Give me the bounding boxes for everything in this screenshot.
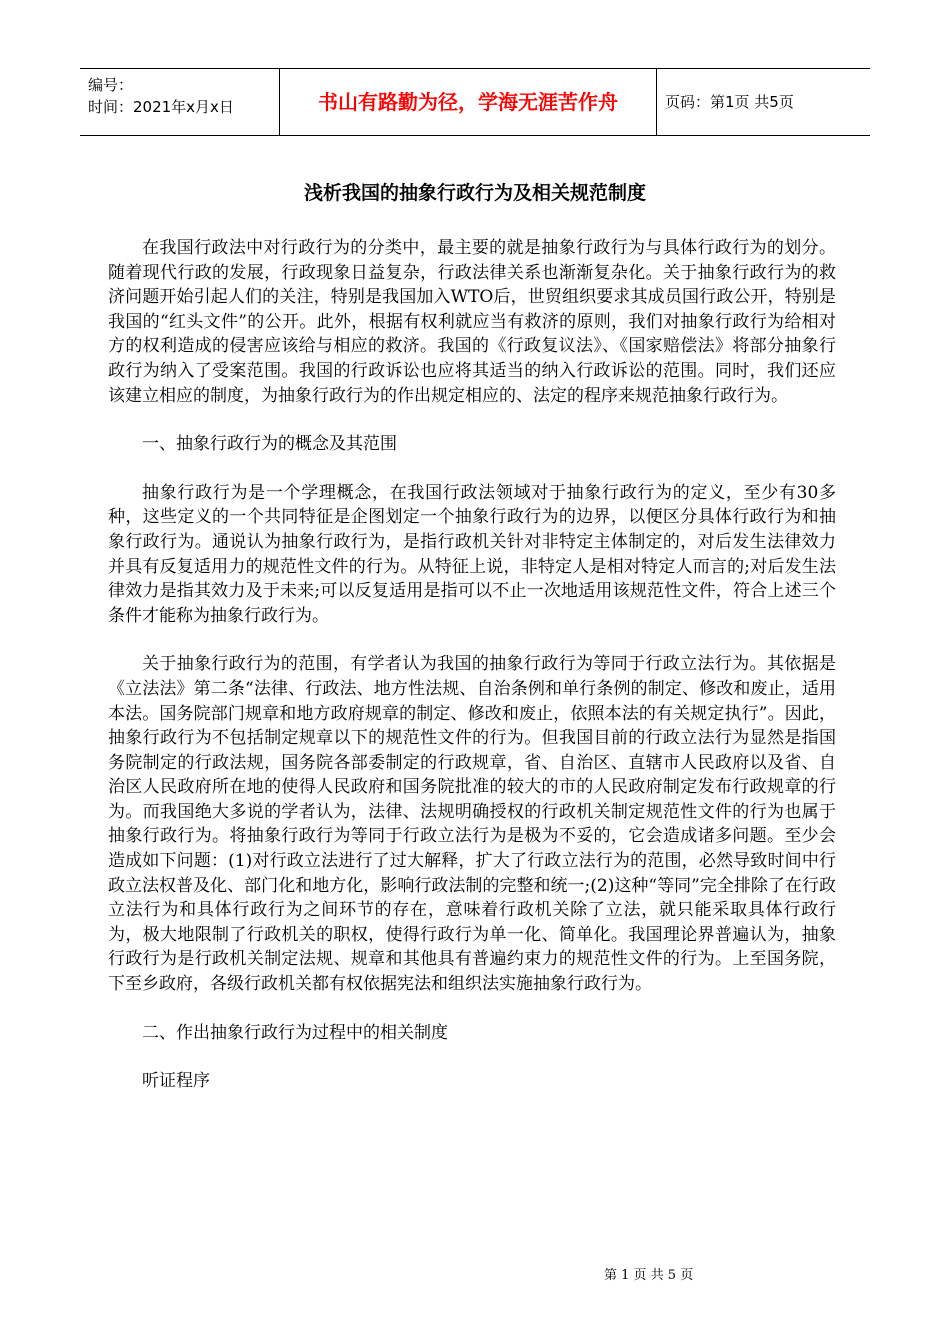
body-paragraph: 关于抽象行政行为的范围，有学者认为我国的抽象行政行为等同于行政立法行为。其依据是《立法法》第二条“法律、行政法、地方性法规、自治条例和单行条例的制定、修改和废止，适用本法。国务院部门规章和地方政府规章的制定、修改和废止，依照本法的有关规定执行”。因此，抽象行政行为不包括制定规章以下的规范性文件的行为。但我国目前的行政立法行为显然是指国务院制定的行政法规，国务院各部委制定的行政规章，省、自治区、直辖市人民政府以及省、自治区人民政府所在地的使得人民政府和国务院批准的较大的市的人民政府制定发布行政规章的行为。而我国绝大多说的学者认为，法律、法规明确授权的行政机关制定规范性文件的行为也属于抽象行政行为。将抽象行政行为等同于行政立法行为是极为不妥的，它会造成诸多问题。至少会造成如下问题：(1)对行政立法进行了过大解释，扩大了行政立法行为的范围，必然导致时间中行政立法权普及化、部门化和地方化，影响行政法制的完整和统一;(2)这种“等同”完全排除了在行政立法行为和具体行政行为之间环节的存在，意味着行政机关除了立法，就只能采取具体行政行为，极大地限制了行政机关的职权，使得行政行为单一化、简单化。我国理论界普遍认为，抽象行政行为是行政机关制定法规、规章和其他具有普遍约束力的规范性文件的行为。上至国务院，下至乡政府，各级行政机关都有权依据宪法和组织法实施抽象行政行为。 [108, 654, 836, 995]
header-divider [656, 69, 657, 135]
header-page-code: 页码：第1页 共5页 [665, 93, 794, 111]
document-body [108, 236, 836, 1118]
header-meta [88, 74, 273, 118]
page-footer: 第 1 页 共 5 页 [604, 1268, 694, 1283]
section-heading: 二、作出抽象行政行为过程中的相关制度 [142, 1022, 448, 1043]
serial-number-label: 编号： [88, 76, 134, 94]
header-motto: 书山有路勤为径，学海无涯苦作舟 [318, 90, 618, 114]
page-header [80, 68, 870, 136]
subsection-heading: 听证程序 [142, 1071, 210, 1092]
date-label: 时间：2021年x月x日 [88, 98, 234, 116]
intro-paragraph: 在我国行政法中对行政行为的分类中，最主要的就是抽象行政行为与具体行政行为的划分。随着现代行政的发展，行政现象日益复杂，行政法律关系也渐渐复杂化。关于抽象行政行为的救济问题开始引起人们的关注，特别是我国加入WTO后，世贸组织要求其成员国行政公开，特别是我国的“红头文件”的公开。此外，根据有权利就应当有救济的原则，我们对抽象行政行为给相对方的权利造成的侵害应该给与相应的救济。我国的《行政复议法》、《国家赔偿法》将部分抽象行政行为纳入了受案范围。我国的行政诉讼也应将其适当的纳入行政诉讼的范围。同时，我们还应该建立相应的制度，为抽象行政行为的作出规定相应的、法定的程序来规范抽象行政行为。 [108, 238, 836, 406]
document-title: 浅析我国的抽象行政行为及相关规范制度 [303, 182, 646, 204]
section-heading: 一、抽象行政行为的概念及其范围 [142, 434, 397, 455]
body-paragraph: 抽象行政行为是一个学理概念，在我国行政法领域对于抽象行政行为的定义，至少有30多种，这些定义的一个共同特征是企图划定一个抽象行政行为的边界，以便区分具体行政行为和抽象行政行为。通说认为抽象行政行为，是指行政机关针对非特定主体制定的，对后发生法律效力并具有反复适用力的规范性文件的行为。从特征上说，非特定人是相对特定人而言的;对后发生法律效力是指其效力及于未来;可以反复适用是指可以不止一次地适用该规范性文件，符合上述三个条件才能称为抽象行政行为。 [108, 482, 836, 626]
